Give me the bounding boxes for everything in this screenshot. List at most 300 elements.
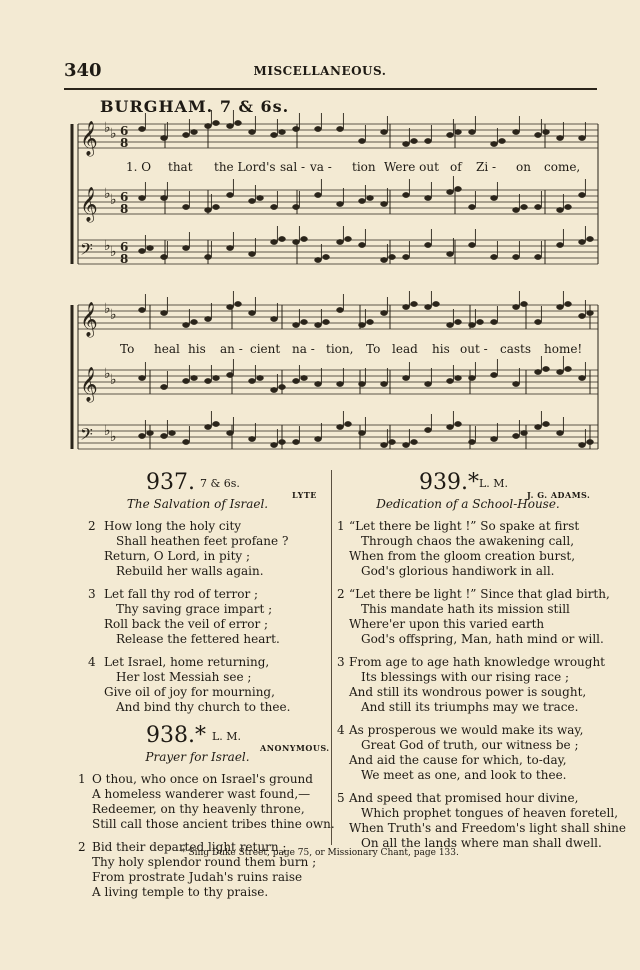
notehead <box>359 430 366 435</box>
treble-clef-icon: 𝄞 <box>80 367 98 402</box>
notehead <box>469 322 476 327</box>
notehead <box>213 120 220 125</box>
notehead <box>293 439 300 444</box>
notehead <box>337 201 344 206</box>
notehead <box>381 257 388 262</box>
verse-line: Through chaos the awakening call, <box>361 534 575 548</box>
notehead <box>205 424 212 429</box>
notehead <box>469 242 476 247</box>
stanza-number: 1 <box>78 772 86 786</box>
verse-line: Her lost Messiah see ; <box>116 670 252 684</box>
notehead <box>227 372 234 377</box>
running-head: MISCELLANEOUS. <box>253 64 387 78</box>
notehead <box>425 138 432 143</box>
notehead <box>403 375 410 380</box>
verse-line: Great God of truth, our witness be ; <box>361 738 579 752</box>
hymn-heading <box>337 470 599 500</box>
notehead <box>587 439 594 444</box>
notehead <box>315 192 322 197</box>
lyric: his <box>432 342 450 356</box>
lyric: an - <box>220 342 243 356</box>
lyric: lead <box>392 342 418 356</box>
notehead <box>191 129 198 134</box>
notehead <box>521 204 528 209</box>
notehead <box>337 307 344 312</box>
notehead <box>183 204 190 209</box>
notehead <box>469 204 476 209</box>
lyric: of <box>450 160 462 174</box>
notehead <box>557 430 564 435</box>
verse-line: Let Israel, home returning, <box>104 655 270 669</box>
verse-line: Shall heathen feet profane ? <box>116 534 289 548</box>
notehead <box>543 366 550 371</box>
notehead <box>579 135 586 140</box>
notehead <box>279 439 286 444</box>
notehead <box>161 135 168 140</box>
lyric: casts <box>500 342 532 356</box>
flat-icon: ♭ <box>104 301 111 317</box>
notehead <box>227 123 234 128</box>
notehead <box>249 378 256 383</box>
stanza <box>337 519 599 579</box>
verse-line: Give oil of joy for mourning, <box>104 685 275 699</box>
notehead <box>249 436 256 441</box>
notehead <box>447 322 454 327</box>
verse-line: From prostrate Judah's ruins raise <box>92 870 303 884</box>
verse-line: From age to age hath knowledge wrought <box>349 655 606 669</box>
verse-line: Roll back the veil of error ; <box>104 617 269 631</box>
notehead <box>293 239 300 244</box>
notehead <box>337 381 344 386</box>
notehead <box>345 236 352 241</box>
notehead <box>139 195 146 200</box>
notehead <box>315 257 322 262</box>
lyric: heal <box>154 342 180 356</box>
notehead <box>455 421 462 426</box>
hymn-937 <box>70 470 325 715</box>
notehead <box>425 242 432 247</box>
notehead <box>411 138 418 143</box>
page-number: 340 <box>64 60 102 81</box>
notehead <box>447 378 454 383</box>
lyric: his <box>188 342 206 356</box>
lyric: Zi - <box>476 160 497 174</box>
notehead <box>147 245 154 250</box>
verse-line: “Let there be light !” Since that glad birth, <box>349 587 610 601</box>
lyric: na - <box>292 342 315 356</box>
notehead <box>345 421 352 426</box>
notehead <box>161 254 168 259</box>
notehead <box>279 236 286 241</box>
notehead <box>557 242 564 247</box>
notehead <box>587 310 594 315</box>
notehead <box>521 301 528 306</box>
notehead <box>279 129 286 134</box>
notehead <box>191 319 198 324</box>
notehead <box>205 378 212 383</box>
hymn-938 <box>70 723 335 900</box>
notehead <box>183 245 190 250</box>
stanza-number: 3 <box>337 655 345 669</box>
notehead <box>403 442 410 447</box>
notehead <box>183 132 190 137</box>
notehead <box>477 319 484 324</box>
notehead <box>367 319 374 324</box>
notehead <box>491 319 498 324</box>
notehead <box>579 375 586 380</box>
notehead <box>381 310 388 315</box>
verse-line: We meet as one, and look to thee. <box>361 768 567 782</box>
notehead <box>587 236 594 241</box>
notehead <box>381 381 388 386</box>
time-signature-numerator: 6 <box>120 190 129 204</box>
flat-icon: ♭ <box>110 126 117 142</box>
notehead <box>367 195 374 200</box>
notehead <box>403 141 410 146</box>
stanza <box>337 587 610 647</box>
notehead <box>425 304 432 309</box>
notehead <box>249 251 256 256</box>
notehead <box>433 301 440 306</box>
lyric: come, <box>544 160 581 174</box>
notehead <box>513 254 520 259</box>
notehead <box>279 384 286 389</box>
verse-line: Return, O Lord, in pity ; <box>104 549 251 563</box>
notehead <box>491 372 498 377</box>
verse-line: When Truth's and Freedom's light shall shine <box>349 821 627 835</box>
lyric: out - <box>460 342 488 356</box>
notehead <box>425 195 432 200</box>
verse-line: Release the fettered heart. <box>116 632 280 646</box>
notehead <box>257 195 264 200</box>
notehead <box>469 439 476 444</box>
stanza <box>70 587 325 647</box>
notehead <box>139 248 146 253</box>
verse-line: God's offspring, Man, hath mind or will. <box>361 632 604 646</box>
verse-line: Rebuild her walls again. <box>116 564 264 578</box>
stanza-number: 5 <box>337 791 345 805</box>
notehead <box>491 436 498 441</box>
verse-line: This mandate hath its mission still <box>361 602 570 616</box>
notehead <box>271 132 278 137</box>
notehead <box>543 421 550 426</box>
notehead <box>557 369 564 374</box>
hymn-subtitle: Dedication of a School-House. <box>376 497 560 511</box>
notehead <box>271 239 278 244</box>
notehead <box>535 204 542 209</box>
stanza-number: 2 <box>337 587 345 601</box>
notehead <box>565 301 572 306</box>
hymn-939 <box>337 470 627 851</box>
notehead <box>359 138 366 143</box>
verse-line: Let fall thy rod of terror ; <box>104 587 259 601</box>
notehead <box>359 242 366 247</box>
verse-line: On all the lands where man shall dwell. <box>361 836 602 850</box>
stanza <box>337 723 599 783</box>
stanza <box>337 791 627 851</box>
notehead <box>161 195 168 200</box>
verse-line: And aid the cause for which, to-day, <box>349 753 567 767</box>
notehead <box>293 322 300 327</box>
notehead <box>257 375 264 380</box>
hymn-author: J. G. ADAMS. <box>527 490 591 500</box>
verse-line: God's glorious handiwork in all. <box>361 564 555 578</box>
notehead <box>403 304 410 309</box>
stanza-number: 1 <box>337 519 345 533</box>
notehead <box>293 378 300 383</box>
notehead <box>579 239 586 244</box>
lyric: cient <box>250 342 281 356</box>
verse-line: And speed that promised hour divine, <box>349 791 579 805</box>
notehead <box>389 439 396 444</box>
notehead <box>191 375 198 380</box>
lyric: sal - <box>280 160 306 174</box>
notehead <box>491 195 498 200</box>
notehead <box>403 192 410 197</box>
flat-icon: ♭ <box>110 192 117 208</box>
stanza-number: 2 <box>88 519 96 533</box>
notehead <box>381 442 388 447</box>
verse-line: And still its triumphs may we trace. <box>361 700 579 714</box>
notehead <box>455 375 462 380</box>
lyric: that <box>168 160 193 174</box>
notehead <box>337 424 344 429</box>
notehead <box>205 123 212 128</box>
notehead <box>469 129 476 134</box>
bass-clef-icon: 𝄢 <box>80 239 93 263</box>
verse-line: Its blessings with our rising race ; <box>361 670 570 684</box>
verse-line: And still its wondrous power is sought, <box>349 685 587 699</box>
notehead <box>213 375 220 380</box>
verse-line: O thou, who once on Israel's ground <box>92 772 313 786</box>
hymn-number: 938.* <box>146 723 206 748</box>
notehead <box>359 198 366 203</box>
notehead <box>271 387 278 392</box>
notehead <box>227 192 234 197</box>
time-signature-numerator: 6 <box>120 124 129 138</box>
flat-icon: ♭ <box>110 372 117 388</box>
notehead <box>513 129 520 134</box>
notehead <box>513 433 520 438</box>
notehead <box>249 198 256 203</box>
treble-clef-icon: 𝄞 <box>80 187 98 222</box>
verse-line: Still call those ancient tribes thine own. <box>92 817 335 831</box>
lyric: the Lord's <box>214 160 276 174</box>
notehead <box>381 201 388 206</box>
right-column <box>337 470 627 859</box>
flat-icon: ♭ <box>104 238 111 254</box>
notehead <box>323 254 330 259</box>
verse-line: Which prophet tongues of heaven foretell, <box>361 806 619 820</box>
notehead <box>513 304 520 309</box>
notehead <box>271 442 278 447</box>
notehead <box>301 319 308 324</box>
notehead <box>271 204 278 209</box>
notehead <box>535 319 542 324</box>
notehead <box>403 254 410 259</box>
notehead <box>411 301 418 306</box>
hymn-meter: 7 & 6s. <box>200 477 240 490</box>
verse-line: Redeemer, on thy heavenly throne, <box>92 802 305 816</box>
lyric: tion <box>352 160 376 174</box>
footnote: * Sing Duke Street, page 75, or Missionary Chant, page 133. <box>181 848 459 858</box>
music-score <box>0 0 640 460</box>
notehead <box>205 316 212 321</box>
notehead <box>535 254 542 259</box>
flat-icon: ♭ <box>110 429 117 445</box>
notehead <box>249 310 256 315</box>
notehead <box>139 375 146 380</box>
notehead <box>455 319 462 324</box>
notehead <box>521 430 528 435</box>
hymn-author: LYTE <box>292 490 317 500</box>
verse-line: As prosperous we would make its way, <box>349 723 584 737</box>
flat-icon: ♭ <box>104 423 111 439</box>
hymn-number: 939.* <box>419 470 479 495</box>
verse-line: Bid their departed light return ; <box>92 840 287 854</box>
left-column <box>70 470 335 908</box>
stanza-number: 4 <box>88 655 96 669</box>
notehead <box>543 129 550 134</box>
notehead <box>161 384 168 389</box>
notehead <box>557 135 564 140</box>
notehead <box>293 126 300 131</box>
notehead <box>205 207 212 212</box>
notehead <box>337 126 344 131</box>
notehead <box>359 381 366 386</box>
notehead <box>499 138 506 143</box>
notehead <box>147 430 154 435</box>
verse-line: Where'er upon this varied earth <box>349 617 545 631</box>
notehead <box>315 436 322 441</box>
lyric: Were out <box>384 160 439 174</box>
lyric: 1. O <box>126 160 152 174</box>
hymn-author: ANONYMOUS. <box>260 743 330 753</box>
verse-line: A living temple to thy praise. <box>92 885 269 899</box>
notehead <box>227 245 234 250</box>
stanza <box>337 655 606 715</box>
notehead <box>535 132 542 137</box>
verse-line: Thy saving grace impart ; <box>116 602 273 616</box>
notehead <box>139 126 146 131</box>
notehead <box>557 207 564 212</box>
time-signature-denominator: 8 <box>120 202 129 216</box>
notehead <box>565 366 572 371</box>
notehead <box>513 207 520 212</box>
notehead <box>301 236 308 241</box>
bass-clef-icon: 𝄢 <box>80 424 93 448</box>
flat-icon: ♭ <box>104 120 111 136</box>
notehead <box>235 120 242 125</box>
treble-clef-icon: 𝄞 <box>80 121 98 156</box>
notehead <box>323 319 330 324</box>
notehead <box>425 427 432 432</box>
notehead <box>227 430 234 435</box>
notehead <box>389 254 396 259</box>
notehead <box>213 421 220 426</box>
notehead <box>301 375 308 380</box>
verse-line: “Let there be light !” So spake at first <box>349 519 580 533</box>
notehead <box>535 424 542 429</box>
notehead <box>491 141 498 146</box>
notehead <box>513 381 520 386</box>
treble-clef-icon: 𝄞 <box>80 302 98 337</box>
notehead <box>455 186 462 191</box>
flat-icon: ♭ <box>104 366 111 382</box>
notehead <box>205 254 212 259</box>
verse-line: How long the holy city <box>104 519 242 533</box>
notehead <box>491 254 498 259</box>
notehead <box>249 129 256 134</box>
flat-icon: ♭ <box>110 244 117 260</box>
notehead <box>425 381 432 386</box>
stanza-number: 4 <box>337 723 345 737</box>
notehead <box>315 322 322 327</box>
stanza-number: 3 <box>88 587 96 601</box>
notehead <box>139 433 146 438</box>
notehead <box>315 381 322 386</box>
hymn-meter: L. M. <box>479 477 509 490</box>
hymn-meter: L. M. <box>212 730 242 743</box>
time-signature-denominator: 8 <box>120 136 129 150</box>
notehead <box>183 378 190 383</box>
lyric: on <box>516 160 531 174</box>
verse-line: And bind thy church to thee. <box>116 700 291 714</box>
notehead <box>337 239 344 244</box>
notehead <box>161 433 168 438</box>
verse-line: When from the gloom creation burst, <box>349 549 576 563</box>
notehead <box>359 322 366 327</box>
notehead <box>447 189 454 194</box>
notehead <box>447 424 454 429</box>
hymn-heading <box>70 470 325 500</box>
tune-title: BURGHAM. 7 & 6s. <box>100 97 290 116</box>
stanza <box>70 655 325 715</box>
column-divider <box>331 470 332 845</box>
notehead <box>447 251 454 256</box>
notehead <box>579 192 586 197</box>
lyric: home! <box>544 342 583 356</box>
notehead <box>381 129 388 134</box>
time-signature-numerator: 6 <box>120 240 129 254</box>
hymn-subtitle: The Salvation of Israel. <box>126 497 269 511</box>
stanza <box>70 519 325 579</box>
flat-icon: ♭ <box>104 186 111 202</box>
notehead <box>455 129 462 134</box>
flat-icon: ♭ <box>110 307 117 323</box>
lyric: To <box>366 342 381 356</box>
notehead <box>169 430 176 435</box>
hymn-number: 937. <box>146 470 195 495</box>
notehead <box>565 204 572 209</box>
notehead <box>139 307 146 312</box>
notehead <box>271 316 278 321</box>
notehead <box>579 442 586 447</box>
notehead <box>235 301 242 306</box>
notehead <box>227 304 234 309</box>
notehead <box>557 304 564 309</box>
notehead <box>535 369 542 374</box>
hymn-heading <box>70 723 330 753</box>
notehead <box>183 439 190 444</box>
verse-line: A homeless wanderer wast found,— <box>92 787 311 801</box>
stanza-number: 2 <box>78 840 86 854</box>
notehead <box>447 132 454 137</box>
verse-line: Thy holy splendor round them burn ; <box>92 855 317 869</box>
time-signature-denominator: 8 <box>120 252 129 266</box>
notehead <box>213 204 220 209</box>
notehead <box>411 439 418 444</box>
